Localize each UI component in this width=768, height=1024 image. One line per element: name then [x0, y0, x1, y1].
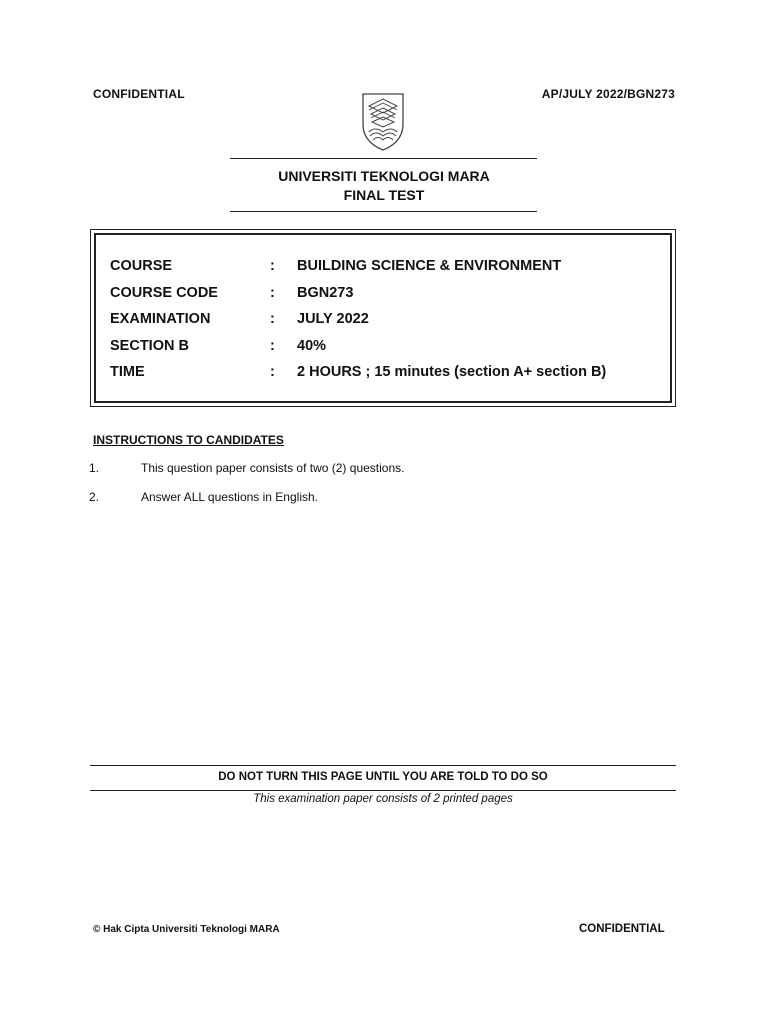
page-count-note: This examination paper consists of 2 printed pages: [253, 793, 513, 805]
do-not-turn-warning: DO NOT TURN THIS PAGE UNTIL YOU ARE TOLD TO DO SO: [218, 771, 548, 783]
details-value: 40%: [297, 338, 327, 354]
instructions-title: INSTRUCTIONS TO CANDIDATES: [93, 433, 284, 447]
test-title: FINAL TEST: [343, 187, 425, 203]
details-label: TIME: [110, 364, 145, 380]
instruction-text: This question paper consists of two (2) questions.: [141, 461, 405, 475]
notice-bottom-rule: [90, 790, 676, 791]
details-separator: :: [270, 311, 275, 327]
instruction-number: 1.: [89, 461, 100, 475]
course-details-box: [90, 229, 676, 407]
details-value: BUILDING SCIENCE & ENVIRONMENT: [297, 258, 562, 274]
details-value: BGN273: [297, 285, 354, 301]
details-separator: :: [270, 338, 275, 354]
header-confidential: CONFIDENTIAL: [93, 87, 185, 101]
title-bottom-rule: [230, 211, 537, 212]
instruction-number: 2.: [89, 490, 100, 504]
university-crest-icon: [355, 90, 411, 152]
instruction-text: Answer ALL questions in English.: [141, 490, 318, 504]
course-details-inner-frame: [94, 233, 672, 403]
details-separator: :: [270, 285, 275, 301]
header-paper-code: AP/JULY 2022/BGN273: [541, 87, 675, 101]
university-name: UNIVERSITI TEKNOLOGI MARA: [278, 168, 490, 184]
details-label: SECTION B: [110, 338, 189, 354]
footer-copyright: © Hak Cipta Universiti Teknologi MARA: [93, 924, 280, 935]
details-value: JULY 2022: [297, 311, 369, 327]
notice-top-rule: [90, 765, 676, 766]
details-value: 2 HOURS ; 15 minutes (section A+ section B): [297, 364, 607, 380]
details-label: COURSE: [110, 258, 173, 274]
details-label: EXAMINATION: [110, 311, 211, 327]
details-label: COURSE CODE: [110, 285, 218, 301]
title-top-rule: [230, 158, 537, 159]
details-separator: :: [270, 364, 275, 380]
footer-confidential: CONFIDENTIAL: [579, 923, 665, 935]
details-separator: :: [270, 258, 275, 274]
